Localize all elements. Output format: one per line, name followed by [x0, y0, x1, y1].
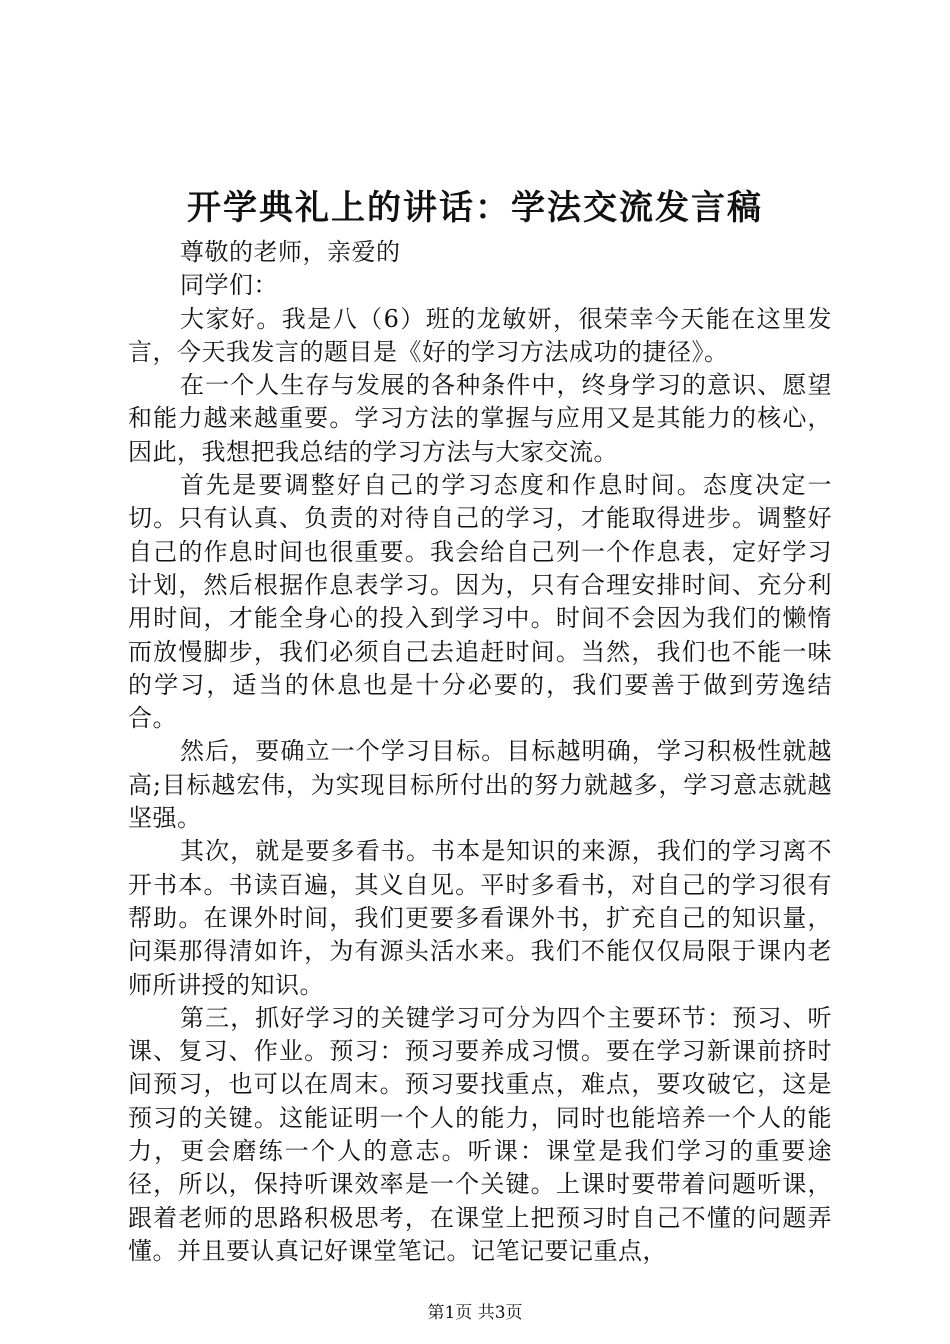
paragraph-attitude: 首先是要调整好自己的学习态度和作息时间。态度决定一切。只有认真、负责的对待自己的学习，才能取得进步。调整好自己的作息时间也很重要。我会给自己列一个作息表，定好学习计划，然后根据作息表学习。因为，只有合理安排时间、充分利用时间，才能全身心的投入到学习中。时间不会因为我们的懒惰而放慢脚步，我们必须自己去追赶时间。当然，我们也不能一味的学习，适当的休息也是十分必要的，我们要善于做到劳逸结合。 — [128, 471, 832, 733]
salutation-line: 同学们： — [180, 271, 278, 300]
paragraph-key-steps: 第三，抓好学习的关键学习可分为四个主要环节：预习、听课、复习、作业。预习：预习要养成习惯。要在学习新课前挤时间预习，也可以在周末。预习要找重点，难点，要攻破它，这是预习的关键。这能证明一个人的能力，同时也能培养一个人的能力，更会磨练一个人的意志。听课：课堂是我们学习的重要途径，所以，保持听课效率是一个关键。上课时要带着问题听课，跟着老师的思路积极思考，在课堂上把预习时自己不懂的问题弄懂。并且要认真记好课堂笔记。记笔记要记重点， — [128, 1003, 832, 1265]
page-indicator: 第1页 共3页 — [427, 1303, 523, 1323]
document-body — [128, 236, 832, 1268]
paragraph-goal: 然后，要确立一个学习目标。目标越明确，学习积极性就越高;目标越宏伟，为实现目标所付出的努力就越多，学习意志就越坚强。 — [128, 737, 832, 833]
paragraph-greeting: 大家好。我是八（6）班的龙敏妍，很荣幸今天能在这里发言，今天我发言的题目是《好的学习方法成功的捷径》。 — [128, 304, 832, 366]
salutation-line: 尊敬的老师，亲爱的 — [180, 238, 401, 266]
document-title: 开学典礼上的讲话：学法交流发言稿 — [187, 188, 763, 228]
paragraph-introduction: 在一个人生存与发展的各种条件中，终身学习的意识、愿望和能力越来越重要。学习方法的掌握与应用又是其能力的核心，因此，我想把我总结的学习方法与大家交流。 — [128, 371, 832, 466]
paragraph-reading: 其次，就是要多看书。书本是知识的来源，我们的学习离不开书本。书读百遍，其义自见。平时多看书，对自己的学习很有帮助。在课外时间，我们更要多看课外书，扩充自己的知识量，问渠那得清如许，为有源头活水来。我们不能仅仅局限于课内老师所讲授的知识。 — [128, 837, 832, 999]
